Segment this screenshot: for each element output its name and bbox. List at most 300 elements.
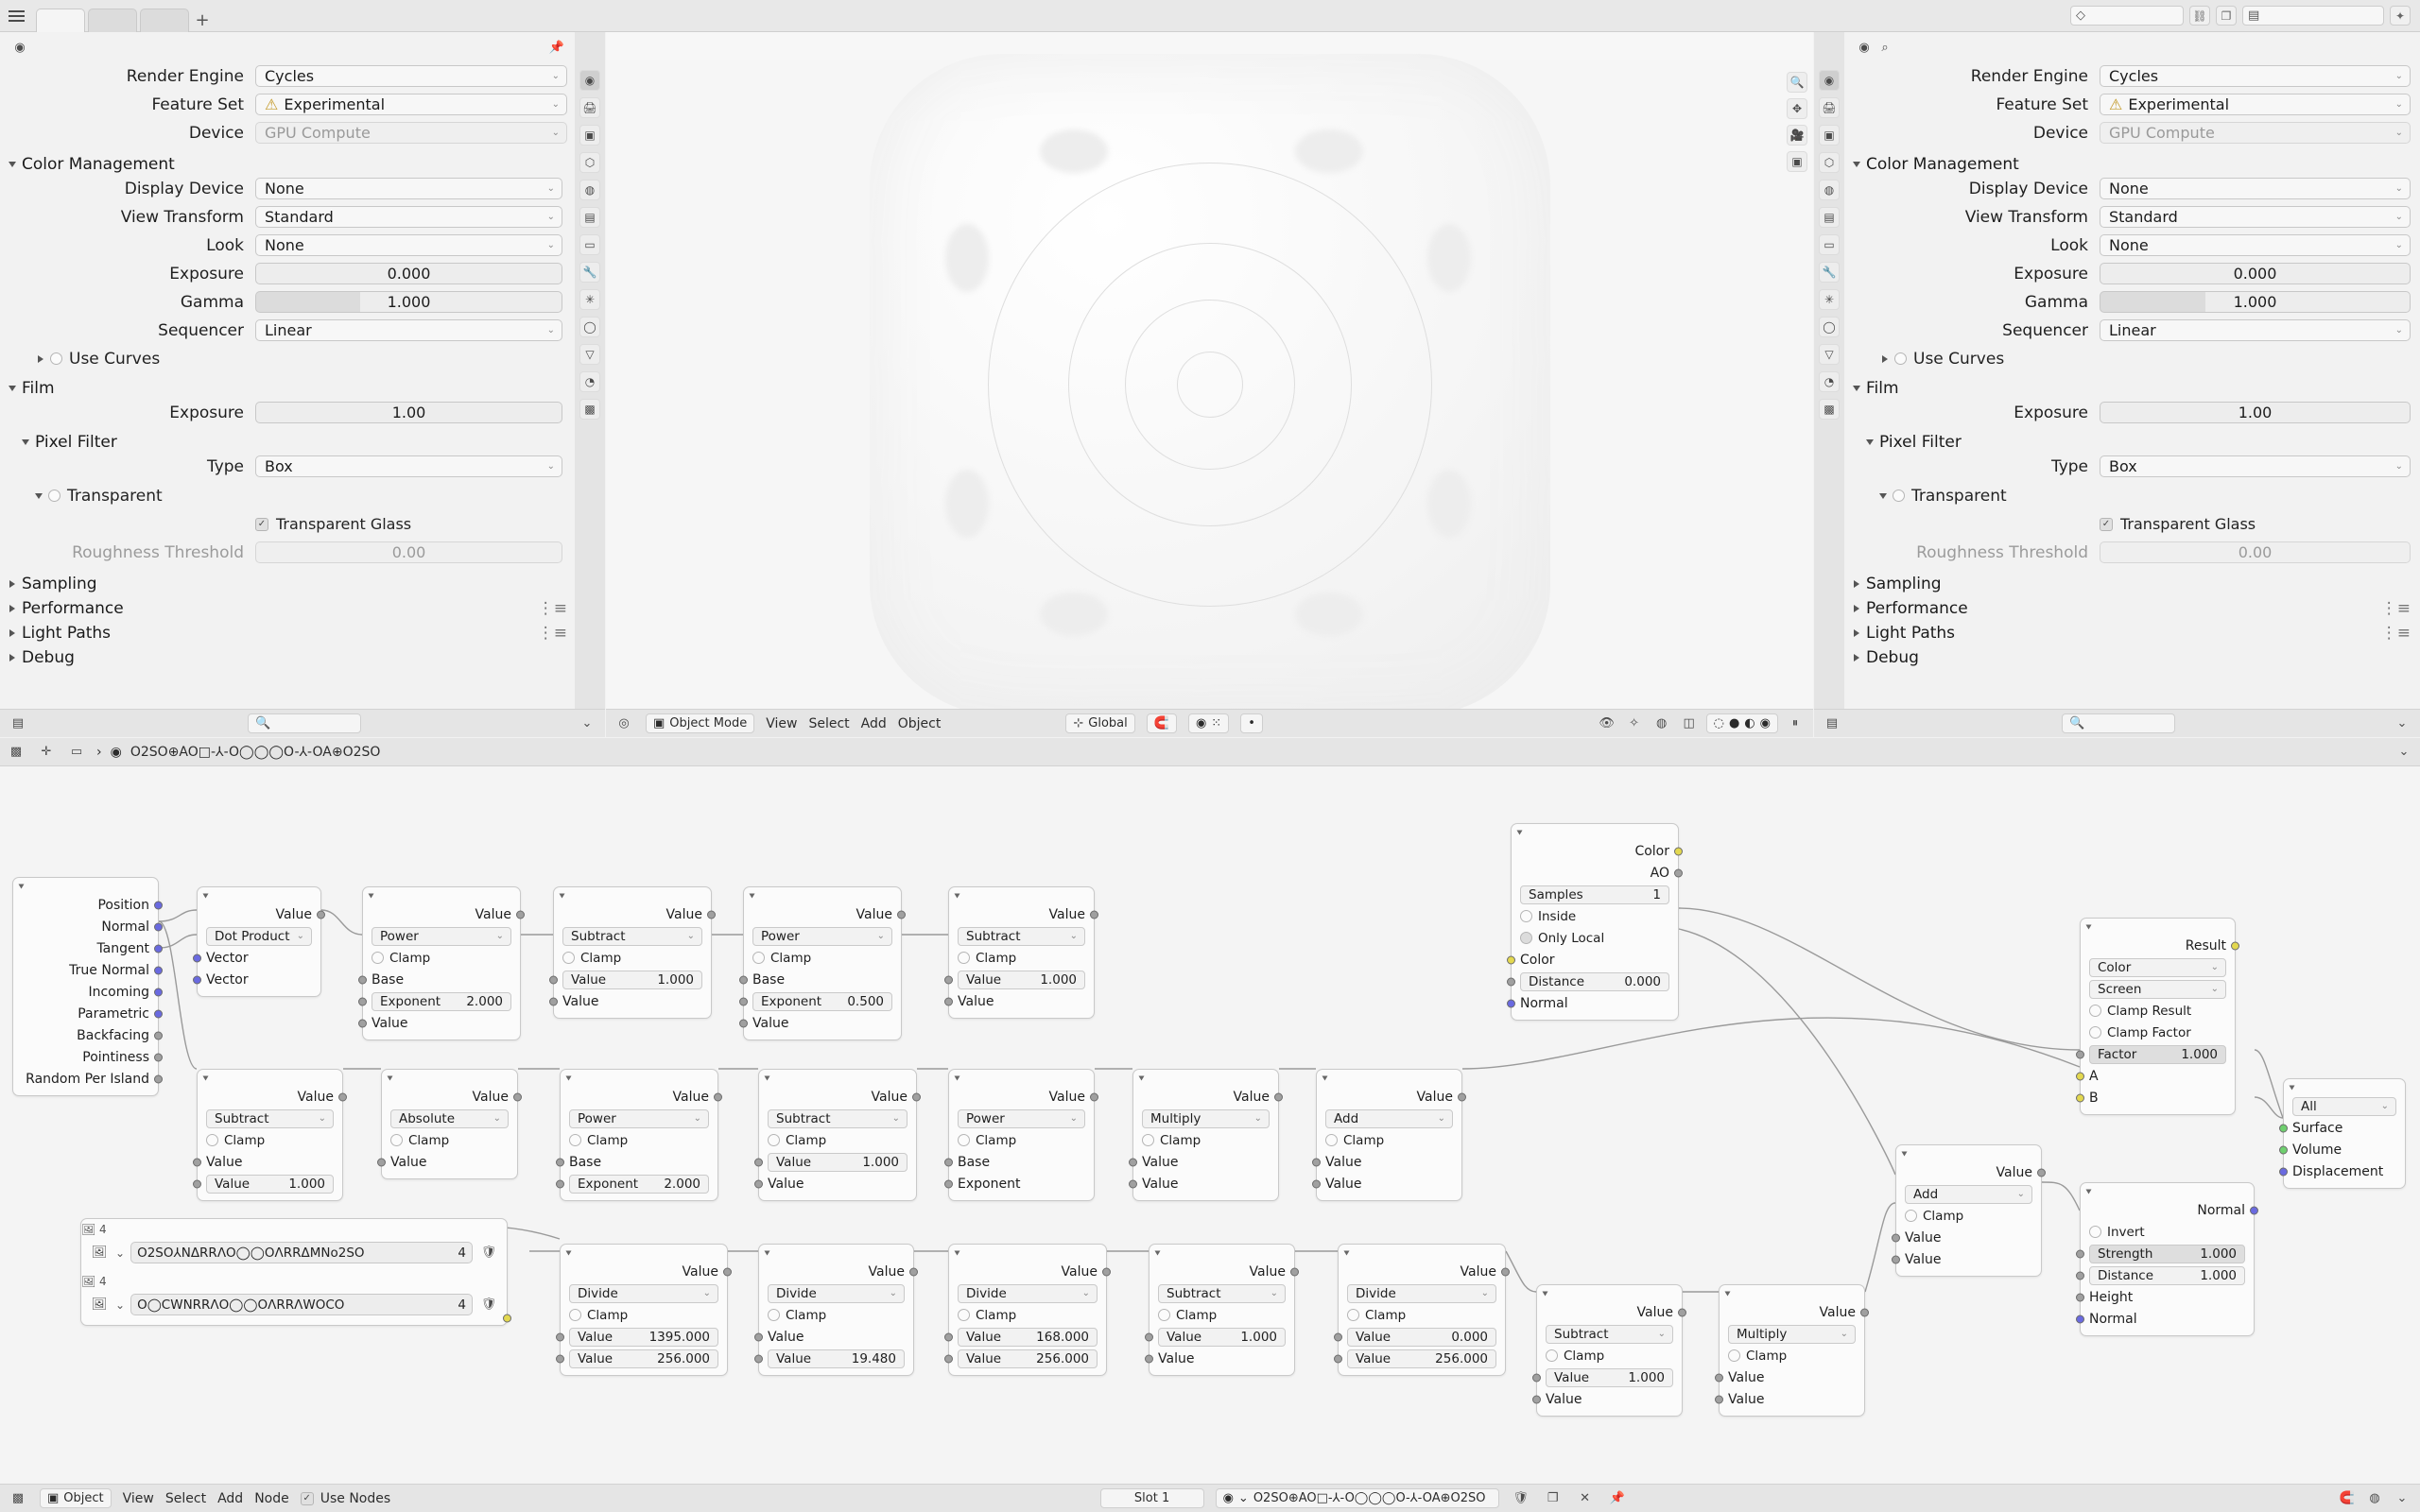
node-value-row[interactable] bbox=[554, 969, 711, 990]
clamp-checkbox[interactable] bbox=[768, 1134, 780, 1146]
socket-value-out[interactable] bbox=[909, 1267, 918, 1276]
tab-view-layer-properties[interactable]: ▣ bbox=[579, 125, 600, 146]
tab-output-properties[interactable]: 🖨 bbox=[1819, 97, 1840, 118]
node-header[interactable] bbox=[949, 887, 1094, 903]
value-field-1[interactable]: Value 1.000 bbox=[1158, 1328, 1286, 1347]
section-color-management[interactable]: Color Management bbox=[9, 152, 567, 177]
operation-field[interactable]: Power ⌄ bbox=[958, 1109, 1085, 1128]
tab-material-properties[interactable]: ▩ bbox=[579, 399, 600, 420]
node-output-row[interactable]: Value bbox=[363, 903, 520, 925]
operation-field[interactable]: Subtract ⌄ bbox=[768, 1109, 908, 1128]
node-input-row[interactable]: Base bbox=[949, 1151, 1094, 1173]
value-field-2[interactable]: Value 256.000 bbox=[1347, 1349, 1496, 1368]
image-datablock-row[interactable] bbox=[81, 1238, 507, 1267]
node-clamp-row[interactable]: Clamp bbox=[1537, 1345, 1682, 1366]
view-layer-field[interactable] bbox=[2242, 6, 2384, 26]
value-field[interactable]: Value 1.000 bbox=[562, 971, 702, 989]
node-blendmode-dropdown[interactable] bbox=[2081, 978, 2235, 1000]
socket-value-out[interactable] bbox=[1090, 1092, 1098, 1101]
socket-value-out[interactable] bbox=[1678, 1308, 1686, 1316]
socket-value-in-2[interactable] bbox=[1145, 1354, 1153, 1363]
options-icon[interactable]: ⌄ bbox=[2396, 1491, 2408, 1505]
section-debug[interactable]: Debug bbox=[9, 645, 567, 670]
socket-result-out[interactable] bbox=[2231, 941, 2239, 950]
operation-field[interactable]: Divide ⌄ bbox=[958, 1284, 1098, 1303]
shader-editor-type-icon[interactable]: ▩ bbox=[9, 745, 23, 759]
node-output-row[interactable]: Value bbox=[759, 1086, 916, 1108]
operation-field[interactable]: Dot Product ⌄ bbox=[206, 927, 312, 946]
node-exponent-row[interactable] bbox=[363, 990, 520, 1012]
section-light-paths[interactable]: Light Paths ⋮≡ bbox=[1854, 621, 2411, 645]
socket-value-in-1[interactable] bbox=[1892, 1233, 1900, 1242]
clamp-checkbox[interactable] bbox=[562, 952, 575, 964]
pause-render-icon[interactable]: ⏸ bbox=[1791, 716, 1799, 730]
node-header[interactable] bbox=[1720, 1285, 1864, 1301]
section-light-paths[interactable]: Light Paths ⋮≡ bbox=[9, 621, 567, 645]
node-header-2[interactable] bbox=[81, 1271, 507, 1290]
distance-field[interactable]: Distance 0.000 bbox=[1520, 972, 1669, 991]
node-image-texture-group[interactable] bbox=[80, 1218, 508, 1326]
node-socket-row[interactable]: Parametric bbox=[13, 1003, 158, 1024]
node-value-row-1[interactable] bbox=[561, 1326, 727, 1348]
node-output-row[interactable]: Value bbox=[759, 1261, 913, 1282]
node-input-row[interactable]: Value bbox=[1720, 1388, 1864, 1410]
operation-field[interactable]: Divide ⌄ bbox=[1347, 1284, 1496, 1303]
socket-value-in-2[interactable] bbox=[1715, 1395, 1723, 1403]
node-clamp-row[interactable]: Clamp bbox=[759, 1129, 916, 1151]
node-clamp-row[interactable]: Clamp bbox=[759, 1304, 913, 1326]
node-socket-row[interactable]: Incoming bbox=[13, 981, 158, 1003]
socket-value-in-2[interactable] bbox=[1892, 1255, 1900, 1263]
node-input-row[interactable]: Normal bbox=[2081, 1308, 2254, 1330]
node-input-row[interactable]: Value bbox=[744, 1012, 901, 1034]
node-input-row[interactable]: Vector bbox=[198, 947, 320, 969]
node-input-row[interactable]: Value bbox=[198, 1151, 342, 1173]
operation-field[interactable]: Add ⌄ bbox=[1325, 1109, 1453, 1128]
node-header[interactable] bbox=[554, 887, 711, 903]
section-film[interactable]: Film bbox=[9, 376, 567, 401]
socket-value-in-1[interactable] bbox=[1145, 1332, 1153, 1341]
node-clamp-row[interactable]: Clamp bbox=[382, 1129, 517, 1151]
clamp-checkbox[interactable] bbox=[1546, 1349, 1558, 1362]
socket-value-out[interactable] bbox=[707, 910, 716, 919]
node-input-row[interactable]: Exponent bbox=[949, 1173, 1094, 1194]
node-input-row[interactable]: Value bbox=[363, 1012, 520, 1034]
browse-material-icon[interactable]: ⌄ bbox=[1237, 1491, 1249, 1505]
menu-object[interactable]: Object bbox=[897, 715, 942, 731]
node-output-row[interactable]: AO bbox=[1512, 862, 1678, 884]
node-value-row[interactable] bbox=[198, 1173, 342, 1194]
node-socket-row[interactable]: Random Per Island bbox=[13, 1068, 158, 1090]
socket-exponent-in[interactable] bbox=[358, 997, 367, 1005]
section-transparent[interactable]: Transparent bbox=[1854, 484, 2411, 507]
socket-value-in-1[interactable] bbox=[944, 1332, 953, 1341]
socket-value-out[interactable] bbox=[1860, 1308, 1869, 1316]
socket-value-out[interactable] bbox=[912, 1092, 921, 1101]
node-operation-dropdown[interactable] bbox=[198, 1108, 342, 1129]
node-input-row[interactable]: Height bbox=[2081, 1286, 2254, 1308]
socket-ao-out[interactable] bbox=[1674, 868, 1683, 877]
socket-value-out[interactable] bbox=[1458, 1092, 1466, 1101]
value-field[interactable]: Value 1.000 bbox=[206, 1175, 334, 1194]
snap-toggle[interactable] bbox=[1147, 713, 1177, 733]
invert-checkbox[interactable] bbox=[2089, 1226, 2101, 1238]
menu-select[interactable]: Select bbox=[808, 715, 850, 731]
node-operation-dropdown[interactable] bbox=[759, 1108, 916, 1129]
node-clamp-row[interactable]: Clamp bbox=[1896, 1205, 2041, 1227]
node-socket-row[interactable]: True Normal bbox=[13, 959, 158, 981]
tab-render-properties[interactable]: ◉ bbox=[1819, 70, 1840, 91]
value-field[interactable]: Value 1.000 bbox=[1546, 1368, 1673, 1387]
node-output-row[interactable]: Value bbox=[949, 1086, 1094, 1108]
node-output-row[interactable]: Normal bbox=[2081, 1199, 2254, 1221]
socket-value-in-2[interactable] bbox=[549, 997, 558, 1005]
properties-search-input[interactable] bbox=[2062, 713, 2175, 733]
look-dropdown[interactable]: None ⌄ bbox=[2100, 234, 2411, 256]
transparent-glass-checkbox[interactable]: ✓ bbox=[255, 518, 268, 531]
node-output-row[interactable]: Value bbox=[1133, 1086, 1278, 1108]
value-field-1[interactable]: Value 1395.000 bbox=[569, 1328, 718, 1347]
socket-exponent-in[interactable] bbox=[739, 997, 748, 1005]
node-output-row[interactable]: Value bbox=[949, 1261, 1106, 1282]
node-math-divide-2[interactable] bbox=[758, 1244, 914, 1376]
socket-parametric[interactable] bbox=[154, 1009, 163, 1018]
value-field-1[interactable]: Value 168.000 bbox=[958, 1328, 1098, 1347]
node-header[interactable] bbox=[1339, 1245, 1505, 1261]
node-invert-row[interactable]: Invert bbox=[2081, 1221, 2254, 1243]
link-icon[interactable]: ⛓ bbox=[2189, 6, 2210, 26]
node-output-row[interactable]: Value bbox=[1537, 1301, 1682, 1323]
node-operation-dropdown[interactable] bbox=[1339, 1282, 1505, 1304]
socket-value-in-1[interactable] bbox=[1334, 1332, 1342, 1341]
socket-normal-in[interactable] bbox=[1507, 999, 1515, 1007]
node-math-add-2[interactable] bbox=[1895, 1144, 2042, 1277]
film-exposure-field[interactable]: 1.00 bbox=[255, 402, 562, 423]
socket-value-in-1[interactable] bbox=[944, 975, 953, 984]
socket-color-in[interactable] bbox=[1507, 955, 1515, 964]
node-clamp-row[interactable]: Clamp bbox=[744, 947, 901, 969]
image-name-field[interactable]: O2SO⅄NΔRRΛO◯◯OΛRRΔMNo2SO 4 bbox=[130, 1242, 473, 1263]
node-value-row-1[interactable] bbox=[949, 1326, 1106, 1348]
tab-render-properties[interactable]: ◉ bbox=[579, 70, 600, 91]
node-operation-dropdown[interactable] bbox=[561, 1108, 717, 1129]
camera-view-icon[interactable]: 🎥 bbox=[1787, 125, 1807, 146]
node-value-row-2[interactable] bbox=[949, 1348, 1106, 1369]
node-output-row[interactable]: Value bbox=[382, 1086, 517, 1108]
node-operation-dropdown[interactable] bbox=[759, 1282, 913, 1304]
sequencer-dropdown[interactable]: Linear ⌄ bbox=[255, 319, 562, 341]
socket-value-out[interactable] bbox=[1290, 1267, 1299, 1276]
node-operation-dropdown[interactable] bbox=[744, 925, 901, 947]
node-operation-dropdown[interactable] bbox=[1133, 1108, 1278, 1129]
tab-material-properties[interactable]: ▩ bbox=[1819, 399, 1840, 420]
node-value-row-1[interactable] bbox=[1339, 1326, 1505, 1348]
data-type-field[interactable]: Color ⌄ bbox=[2089, 958, 2226, 977]
proportional-edit-toggle[interactable] bbox=[1188, 713, 1229, 733]
node-input-row[interactable]: Value bbox=[1537, 1388, 1682, 1410]
socket-tangent[interactable] bbox=[154, 944, 163, 953]
node-output-row[interactable]: Value bbox=[1150, 1261, 1294, 1282]
value-field[interactable]: Value 1.000 bbox=[958, 971, 1085, 989]
workspace-tab-1[interactable] bbox=[36, 9, 85, 32]
tab-collection-properties[interactable]: ▤ bbox=[579, 207, 600, 228]
shield-icon[interactable]: 🛡 bbox=[480, 1246, 497, 1260]
tab-object-properties[interactable]: ▭ bbox=[579, 234, 600, 255]
socket-value-in[interactable] bbox=[358, 1019, 367, 1027]
overlays-icon[interactable]: ◍ bbox=[1655, 716, 1668, 730]
clamp-checkbox[interactable] bbox=[1158, 1309, 1170, 1321]
clamp-checkbox[interactable] bbox=[958, 1134, 970, 1146]
node-header[interactable] bbox=[949, 1245, 1106, 1261]
socket-value-out[interactable] bbox=[338, 1092, 347, 1101]
filter-type-dropdown[interactable]: Box ⌄ bbox=[2100, 455, 2411, 477]
socket-b-in[interactable] bbox=[2076, 1093, 2084, 1102]
browse-image-icon[interactable]: ⌄ bbox=[115, 1246, 126, 1260]
node-mix-color[interactable] bbox=[2080, 918, 2236, 1115]
tab-particle-properties[interactable]: ✳ bbox=[579, 289, 600, 310]
node-clamp-row[interactable]: Clamp bbox=[1133, 1129, 1278, 1151]
node-output-row[interactable]: Value bbox=[1720, 1301, 1864, 1323]
socket-distance-in[interactable] bbox=[2076, 1271, 2084, 1280]
node-clamp-row[interactable]: Clamp bbox=[1339, 1304, 1505, 1326]
feature-set-dropdown[interactable]: ⚠ Experimental ⌄ bbox=[255, 94, 567, 115]
feature-set-dropdown[interactable]: ⚠ Experimental ⌄ bbox=[2100, 94, 2411, 115]
node-clamp-row[interactable]: Clamp bbox=[554, 947, 711, 969]
render-engine-dropdown[interactable]: Cycles ⌄ bbox=[2100, 65, 2411, 87]
node-samples-row[interactable] bbox=[1512, 884, 1678, 905]
node-value-row-2[interactable] bbox=[561, 1348, 727, 1369]
browse-image-icon[interactable]: ⌄ bbox=[115, 1297, 126, 1312]
node-operation-dropdown[interactable] bbox=[1317, 1108, 1461, 1129]
socket-normal-out[interactable] bbox=[2250, 1206, 2258, 1214]
node-math-power-4[interactable] bbox=[948, 1069, 1095, 1201]
operation-field[interactable]: Power ⌄ bbox=[752, 927, 892, 946]
image-datablock-row-2[interactable] bbox=[81, 1290, 507, 1319]
workspace-tab-3[interactable] bbox=[140, 9, 189, 32]
socket-value-in-2[interactable] bbox=[556, 1354, 564, 1363]
gizmo-icon[interactable]: ✧ bbox=[1629, 716, 1640, 730]
operation-field[interactable]: Add ⌄ bbox=[1905, 1185, 2032, 1204]
menu-view[interactable]: View bbox=[122, 1490, 154, 1506]
shield-icon[interactable]: 🛡 bbox=[1512, 1491, 1529, 1505]
section-transparent[interactable]: Transparent bbox=[9, 484, 567, 507]
socket-value-in[interactable] bbox=[739, 1019, 748, 1027]
add-node-icon[interactable]: ✛ bbox=[41, 745, 52, 759]
node-operation-dropdown[interactable] bbox=[1896, 1183, 2041, 1205]
node-operation-dropdown[interactable] bbox=[198, 925, 320, 947]
operation-field[interactable]: Power ⌄ bbox=[372, 927, 511, 946]
transparent-checkbox[interactable] bbox=[1893, 490, 1905, 502]
toggle-ortho-icon[interactable]: ▣ bbox=[1787, 151, 1807, 172]
node-input-row[interactable]: Base bbox=[363, 969, 520, 990]
tab-view-layer-properties[interactable]: ▣ bbox=[1819, 125, 1840, 146]
node-math-subtract-4[interactable] bbox=[758, 1069, 917, 1201]
viewport-editor-type-icon[interactable]: ◎ bbox=[618, 716, 630, 730]
socket-value-in-1[interactable] bbox=[193, 1158, 201, 1166]
node-header[interactable] bbox=[198, 1070, 342, 1086]
new-icon[interactable]: ✦ bbox=[2390, 6, 2411, 26]
operation-field[interactable]: Subtract ⌄ bbox=[562, 927, 702, 946]
roughness-threshold-field[interactable]: 0.00 bbox=[255, 541, 562, 563]
node-header[interactable] bbox=[759, 1245, 913, 1261]
node-input-row[interactable]: Value bbox=[1317, 1173, 1461, 1194]
node-input-row[interactable]: Value bbox=[1896, 1227, 2041, 1248]
node-input-row[interactable]: Value bbox=[1133, 1151, 1278, 1173]
node-exponent-row[interactable] bbox=[744, 990, 901, 1012]
slot-dropdown[interactable]: Slot 1 bbox=[1100, 1488, 1204, 1508]
section-film[interactable]: Film bbox=[1854, 376, 2411, 401]
filter-type-dropdown[interactable]: Box ⌄ bbox=[255, 455, 562, 477]
add-workspace-button[interactable]: + bbox=[195, 9, 210, 30]
clamp-checkbox[interactable] bbox=[569, 1309, 581, 1321]
socket-value-out[interactable] bbox=[714, 1092, 722, 1101]
node-input-row[interactable]: Color bbox=[1512, 949, 1678, 971]
clamp-result-checkbox[interactable] bbox=[2089, 1005, 2101, 1017]
clamp-checkbox[interactable] bbox=[1728, 1349, 1740, 1362]
socket-value-out[interactable] bbox=[1102, 1267, 1111, 1276]
exponent-field[interactable]: Exponent 2.000 bbox=[372, 992, 511, 1011]
node-value-row-2[interactable] bbox=[1339, 1348, 1505, 1369]
node-operation-dropdown[interactable] bbox=[363, 925, 520, 947]
socket-value-in-1[interactable] bbox=[1715, 1373, 1723, 1382]
node-operation-dropdown[interactable] bbox=[382, 1108, 517, 1129]
tab-collection-properties[interactable]: ▤ bbox=[1819, 207, 1840, 228]
node-input-row[interactable]: Value bbox=[1133, 1173, 1278, 1194]
node-output-row[interactable]: Value bbox=[1339, 1261, 1505, 1282]
tab-data-properties[interactable]: ◔ bbox=[1819, 371, 1840, 392]
socket-distance-in[interactable] bbox=[1507, 977, 1515, 986]
row-use-curves[interactable]: Use Curves bbox=[1854, 347, 2411, 370]
menu-select[interactable]: Select bbox=[164, 1490, 207, 1506]
node-clamp-row[interactable]: Clamp bbox=[949, 947, 1094, 969]
section-pixel-filter[interactable]: Pixel Filter bbox=[9, 430, 567, 455]
node-math-subtract-2[interactable] bbox=[948, 886, 1095, 1019]
clamp-checkbox[interactable] bbox=[958, 1309, 970, 1321]
socket-backfacing[interactable] bbox=[154, 1031, 163, 1040]
node-value-row[interactable] bbox=[949, 969, 1094, 990]
operation-field[interactable]: Multiply ⌄ bbox=[1728, 1325, 1856, 1344]
menu-node[interactable]: Node bbox=[254, 1490, 289, 1506]
socket-height-in[interactable] bbox=[2076, 1293, 2084, 1301]
node-distance-row[interactable] bbox=[2081, 1264, 2254, 1286]
row-use-curves[interactable]: Use Curves bbox=[9, 347, 567, 370]
node-math-power-2[interactable] bbox=[743, 886, 902, 1040]
node-header[interactable] bbox=[759, 1070, 916, 1086]
socket-value-in-1[interactable] bbox=[754, 1332, 763, 1341]
shader-footer-editor-type-icon[interactable]: ▩ bbox=[11, 1491, 25, 1505]
node-input-row[interactable]: Value bbox=[759, 1326, 913, 1348]
socket-volume-in[interactable] bbox=[2279, 1145, 2288, 1154]
node-header[interactable] bbox=[1896, 1145, 2041, 1161]
socket-value-out[interactable] bbox=[516, 910, 525, 919]
node-ambient-occlusion[interactable] bbox=[1511, 823, 1679, 1021]
proportional-falloff-dropdown[interactable] bbox=[1240, 713, 1263, 733]
node-header[interactable] bbox=[1512, 824, 1678, 840]
tab-constraint-properties[interactable]: ▽ bbox=[1819, 344, 1840, 365]
tab-output-properties[interactable]: 🖨 bbox=[579, 97, 600, 118]
shield-icon[interactable]: 🛡 bbox=[480, 1297, 497, 1312]
node-math-multiply-2[interactable] bbox=[1719, 1284, 1865, 1417]
socket-value-in-1[interactable] bbox=[754, 1158, 763, 1166]
node-clamp-row[interactable]: Clamp bbox=[363, 947, 520, 969]
node-header[interactable] bbox=[1150, 1245, 1294, 1261]
node-math-divide-3[interactable] bbox=[948, 1244, 1107, 1376]
sequencer-dropdown[interactable]: Linear ⌄ bbox=[2100, 319, 2411, 341]
workspace-tab-2[interactable] bbox=[88, 9, 137, 32]
factor-field[interactable]: Factor 1.000 bbox=[2089, 1045, 2226, 1064]
socket-value-in-2[interactable] bbox=[944, 997, 953, 1005]
socket-base-in[interactable] bbox=[739, 975, 748, 984]
look-dropdown[interactable]: None ⌄ bbox=[255, 234, 562, 256]
xray-icon[interactable]: ◫ bbox=[1683, 716, 1695, 730]
socket-surface-in[interactable] bbox=[2279, 1124, 2288, 1132]
tab-particle-properties[interactable]: ✳ bbox=[1819, 289, 1840, 310]
shading-mode-group[interactable] bbox=[1706, 713, 1778, 733]
move-view-icon[interactable]: ✥ bbox=[1787, 98, 1807, 119]
node-clamp-row[interactable]: Clamp bbox=[1720, 1345, 1864, 1366]
node-socket-row[interactable]: Backfacing bbox=[13, 1024, 158, 1046]
node-header[interactable] bbox=[198, 887, 320, 903]
use-curves-checkbox[interactable] bbox=[50, 352, 62, 365]
operation-field[interactable]: Subtract ⌄ bbox=[1546, 1325, 1673, 1344]
node-header[interactable] bbox=[561, 1070, 717, 1086]
use-nodes-checkbox[interactable]: ✓ bbox=[301, 1492, 314, 1505]
node-math-multiply-1[interactable] bbox=[1132, 1069, 1279, 1201]
socket-vector-in-2[interactable] bbox=[193, 975, 201, 984]
node-header[interactable] bbox=[949, 1070, 1094, 1086]
node-only-local-row[interactable]: Only Local bbox=[1512, 927, 1678, 949]
clamp-checkbox[interactable] bbox=[569, 1134, 581, 1146]
node-math-power-3[interactable] bbox=[560, 1069, 718, 1201]
node-value-row-1[interactable] bbox=[1150, 1326, 1294, 1348]
socket-value-out[interactable] bbox=[723, 1267, 732, 1276]
node-math-divide-1[interactable] bbox=[560, 1244, 728, 1376]
object-mode-dropdown[interactable]: ▣ Object Mode bbox=[646, 713, 754, 733]
node-header[interactable] bbox=[2081, 1183, 2254, 1199]
section-performance[interactable]: Performance ⋮≡ bbox=[1854, 596, 2411, 621]
only-local-checkbox[interactable] bbox=[1520, 932, 1532, 944]
node-input-row[interactable]: Base bbox=[561, 1151, 717, 1173]
operation-field[interactable]: Divide ⌄ bbox=[569, 1284, 718, 1303]
node-math-power-1[interactable] bbox=[362, 886, 521, 1040]
node-clamp-result-row[interactable]: Clamp Result bbox=[2081, 1000, 2235, 1022]
node-input-row[interactable]: Volume bbox=[2284, 1139, 2405, 1160]
section-color-management[interactable]: Color Management bbox=[1854, 152, 2411, 177]
node-datatype-dropdown[interactable] bbox=[2081, 956, 2235, 978]
socket-value-in-1[interactable] bbox=[556, 1332, 564, 1341]
node-clamp-row[interactable]: Clamp bbox=[1317, 1129, 1461, 1151]
node-input-row[interactable]: Vector bbox=[198, 969, 320, 990]
section-sampling[interactable]: Sampling bbox=[9, 572, 567, 596]
node-header[interactable] bbox=[2284, 1079, 2405, 1095]
node-input-row[interactable]: Value bbox=[1150, 1348, 1294, 1369]
pin-icon[interactable]: 📌 bbox=[548, 40, 565, 55]
socket-a-in[interactable] bbox=[2076, 1072, 2084, 1080]
node-input-row[interactable]: A bbox=[2081, 1065, 2235, 1087]
node-output-row[interactable]: Result bbox=[2081, 935, 2235, 956]
properties-search-input[interactable] bbox=[248, 713, 361, 733]
socket-value-in-2[interactable] bbox=[754, 1354, 763, 1363]
clamp-checkbox[interactable] bbox=[1347, 1309, 1359, 1321]
node-socket-row[interactable]: Pointiness bbox=[13, 1046, 158, 1068]
socket-color-out[interactable] bbox=[1674, 847, 1683, 855]
node-clamp-row[interactable]: Clamp bbox=[1150, 1304, 1294, 1326]
node-header[interactable] bbox=[13, 878, 158, 894]
socket-value-in-2[interactable] bbox=[1312, 1179, 1321, 1188]
node-strength-row[interactable] bbox=[2081, 1243, 2254, 1264]
socket-strength-in[interactable] bbox=[2076, 1249, 2084, 1258]
value-field-2[interactable]: Value 256.000 bbox=[958, 1349, 1098, 1368]
